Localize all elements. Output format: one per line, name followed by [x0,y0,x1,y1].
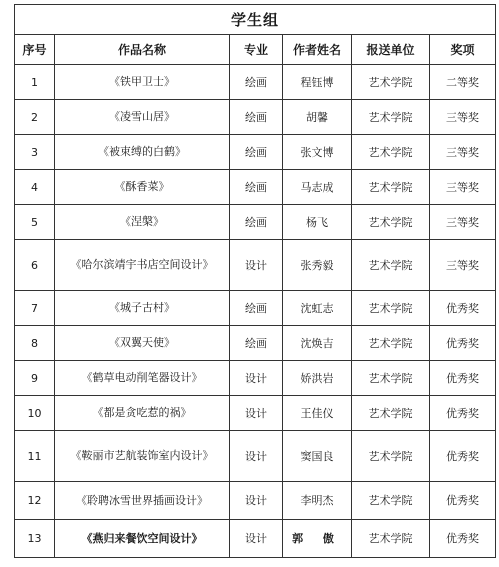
table-row [15,482,496,520]
cell-award: 优秀奖 [430,482,496,520]
cell-title [55,326,230,361]
cell-title [55,65,230,100]
table-row [15,65,496,100]
cell-title [55,482,230,520]
work-title-text: 《铁甲卫士》 [109,75,175,88]
cell-major: 设计 [230,431,283,482]
work-title-text: 《凌雪山居》 [109,110,175,123]
cell-unit: 艺术学院 [352,240,430,291]
cell-major: 设计 [230,361,283,396]
cell-major: 绘画 [230,291,283,326]
cell-seq: 12 [15,482,55,520]
cell-title [55,240,230,291]
cell-seq: 6 [15,240,55,291]
cell-seq: 9 [15,361,55,396]
cell-unit: 艺术学院 [352,170,430,205]
cell-unit: 艺术学院 [352,482,430,520]
cell-award: 三等奖 [430,100,496,135]
cell-title [55,396,230,431]
cell-title [55,291,230,326]
cell-author: 王佳仪 [283,396,352,431]
work-title-text: 《聆聘冰雪世界插画设计》 [76,493,208,507]
cell-major: 设计 [230,396,283,431]
cell-author: 张秀毅 [283,240,352,291]
cell-unit: 艺术学院 [352,291,430,326]
cell-unit: 艺术学院 [352,65,430,100]
table-row [15,396,496,431]
cell-award: 优秀奖 [430,396,496,431]
table-row [15,326,496,361]
table-row [15,361,496,396]
work-title-text: 《涅槃》 [120,215,164,228]
cell-author: 马志成 [283,170,352,205]
header-major: 专业 [230,35,283,65]
cell-major: 绘画 [230,170,283,205]
cell-title [55,431,230,482]
cell-award: 优秀奖 [430,520,496,558]
work-title-text: 《都是贪吃惹的祸》 [92,406,192,419]
cell-author: 沈虹志 [283,291,352,326]
cell-title [55,170,230,205]
work-title-text: 《酥香菜》 [114,180,170,193]
cell-unit: 艺术学院 [352,361,430,396]
cell-author: 程钰博 [283,65,352,100]
header-award: 奖项 [430,35,496,65]
work-title-text: 《哈尔滨靖宇书店空间设计》 [70,258,214,271]
table-row [15,240,496,291]
table-row [15,520,496,558]
cell-seq: 4 [15,170,55,205]
cell-author: 张文博 [283,135,352,170]
cell-major: 绘画 [230,326,283,361]
work-title-text: 《燕归来餐饮空间设计》 [81,531,203,545]
work-title-text: 《城子古村》 [109,301,175,314]
cell-major: 设计 [230,240,283,291]
table-row [15,205,496,240]
cell-title [55,520,230,558]
cell-major: 绘画 [230,135,283,170]
cell-seq: 5 [15,205,55,240]
cell-seq: 1 [15,65,55,100]
work-title-text: 《被束缚的白鹤》 [98,145,186,158]
cell-major: 设计 [230,520,283,558]
cell-author: 胡馨 [283,100,352,135]
cell-author [283,520,352,558]
cell-seq: 7 [15,291,55,326]
cell-award: 三等奖 [430,135,496,170]
results-sheet [14,4,495,558]
cell-unit: 艺术学院 [352,135,430,170]
cell-title [55,135,230,170]
cell-author: 娇洪岩 [283,361,352,396]
table-row [15,291,496,326]
header-unit: 报送单位 [352,35,430,65]
table-row [15,100,496,135]
cell-seq: 3 [15,135,55,170]
cell-unit: 艺术学院 [352,520,430,558]
table-title: 学生组 [15,5,496,35]
cell-author: 李明杰 [283,482,352,520]
results-table [14,4,496,558]
cell-major: 绘画 [230,65,283,100]
author-text: 郭 傲 [292,532,342,545]
header-author: 作者姓名 [283,35,352,65]
cell-seq: 8 [15,326,55,361]
cell-award: 优秀奖 [430,326,496,361]
cell-author: 杨飞 [283,205,352,240]
cell-award: 优秀奖 [430,431,496,482]
cell-title [55,100,230,135]
cell-seq: 2 [15,100,55,135]
table-row [15,431,496,482]
cell-author: 沈焕吉 [283,326,352,361]
cell-award: 优秀奖 [430,361,496,396]
cell-award: 优秀奖 [430,291,496,326]
table-row [15,135,496,170]
work-title-text: 《鹤草电动削笔器设计》 [81,371,203,384]
cell-seq: 10 [15,396,55,431]
cell-author: 窦国良 [283,431,352,482]
cell-award: 三等奖 [430,170,496,205]
cell-award: 三等奖 [430,240,496,291]
cell-seq: 13 [15,520,55,558]
cell-unit: 艺术学院 [352,100,430,135]
cell-unit: 艺术学院 [352,326,430,361]
work-title-text: 《双翼天使》 [109,336,175,349]
cell-unit: 艺术学院 [352,431,430,482]
cell-award: 二等奖 [430,65,496,100]
cell-major: 绘画 [230,100,283,135]
cell-unit: 艺术学院 [352,205,430,240]
header-seq: 序号 [15,35,55,65]
work-title-text: 《鞍丽市艺航装饰室内设计》 [70,449,214,462]
header-title: 作品名称 [55,35,230,65]
cell-major: 绘画 [230,205,283,240]
cell-award: 三等奖 [430,205,496,240]
cell-seq: 11 [15,431,55,482]
cell-unit: 艺术学院 [352,396,430,431]
header-row [15,35,496,65]
cell-major: 设计 [230,482,283,520]
cell-title [55,361,230,396]
table-row [15,170,496,205]
cell-title [55,205,230,240]
